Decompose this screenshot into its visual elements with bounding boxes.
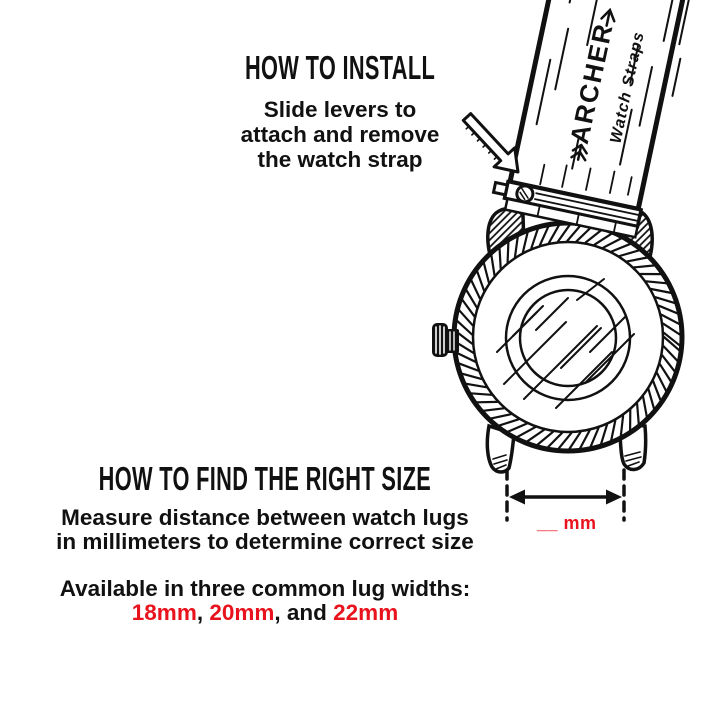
separator: , bbox=[196, 600, 210, 625]
install-section bbox=[170, 50, 510, 172]
size-20mm: 20mm bbox=[209, 600, 275, 625]
lug-width-options bbox=[35, 601, 495, 625]
install-description: Slide levers to attach and remove the watch strap bbox=[240, 97, 440, 172]
strap-brand-text: ARCHER bbox=[563, 19, 619, 147]
sizing-title: HOW TO FIND THE RIGHT SIZE bbox=[98, 460, 432, 497]
size-18mm: 18mm bbox=[131, 600, 197, 625]
measure-arrowhead-left bbox=[509, 490, 525, 505]
measure-arrowhead-right bbox=[606, 490, 622, 505]
lug-width-measurement-label: __ mm bbox=[537, 513, 597, 533]
strap-brand-subtext: Watch Straps bbox=[607, 29, 648, 145]
install-title: HOW TO INSTALL bbox=[244, 49, 436, 86]
separator: , and bbox=[274, 600, 334, 625]
availability-label: Available in three common lug widths: bbox=[59, 576, 471, 601]
sizing-section bbox=[35, 461, 495, 625]
watch-case bbox=[454, 223, 682, 451]
watch-strap bbox=[490, 0, 697, 239]
sizing-description: Measure distance between watch lugs in millimeters to determine correct size bbox=[56, 505, 474, 554]
size-22mm: 22mm bbox=[333, 600, 399, 625]
